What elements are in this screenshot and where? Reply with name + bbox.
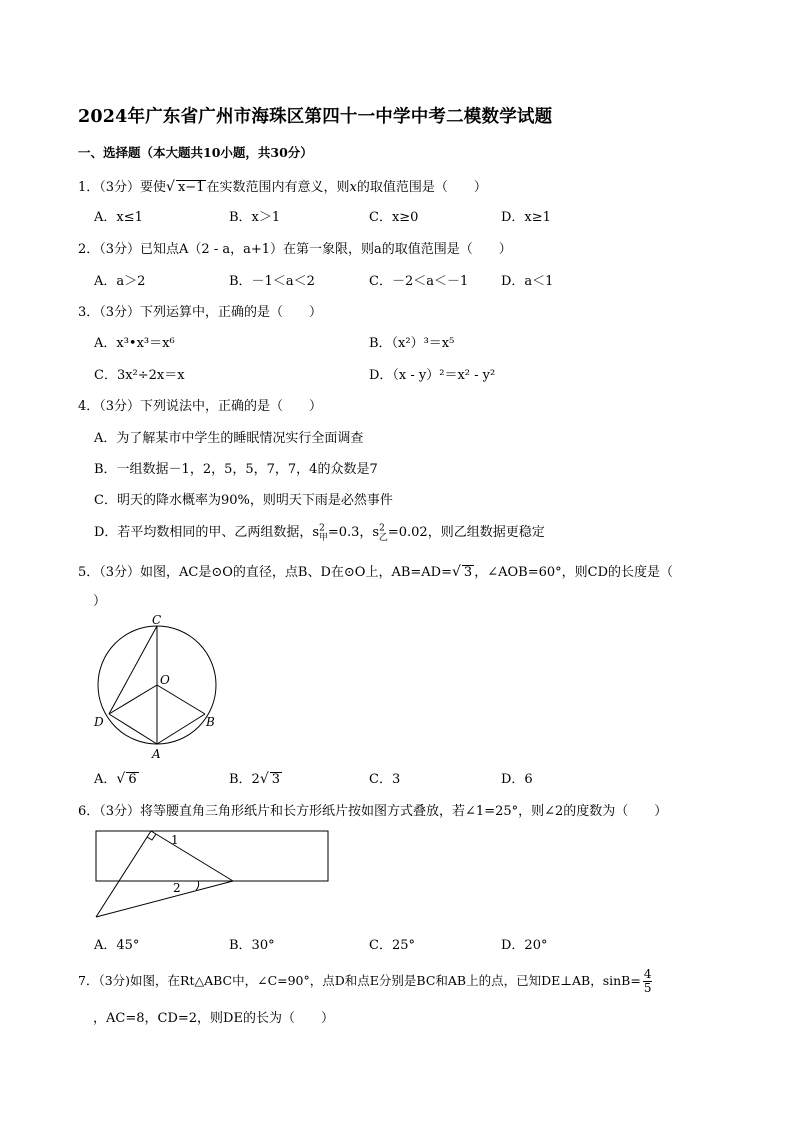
q4d-prefix: D．若平均数相同的甲、乙两组数据，s <box>94 525 320 540</box>
question-1 <box>78 176 487 195</box>
q3-option-d: D．（x - y）²＝x² - y² <box>369 368 496 383</box>
q5-option-a <box>94 768 139 787</box>
label-c: C <box>152 613 162 627</box>
radical-sign: √ <box>452 564 461 580</box>
question-2: 2．（3分）已知点A（2 - a，a+1）在第一象限，则a的取值范围是（ ） <box>78 242 512 257</box>
q7-line1: 7．（3分)如图，在Rt△ABC中，∠C=90°，点D和点E分别是BC和AB上的点，已知DE⊥AB，sinB= <box>78 973 641 988</box>
q4d-sub-jia: 甲 <box>318 532 328 543</box>
q4d-end: =0.02，则乙组数据更稳定 <box>387 525 545 540</box>
q5-radicand: 3 <box>463 565 473 580</box>
q1-prefix: 1．（3分）要使 <box>78 180 167 195</box>
q5-prefix: 5．（3分）如图，AC是⊙O的直径，点B、D在⊙O上，AB=AD= <box>78 565 452 580</box>
q1-option-a: A．x≤1 <box>94 210 143 225</box>
label-d: D <box>94 715 104 729</box>
circle-figure <box>88 610 228 762</box>
q7-continuation: ，AC=8，CD=2，则DE的长为（ ） <box>93 1011 334 1026</box>
label-o: O <box>160 673 170 687</box>
q5b-prefix: B．2 <box>229 772 260 787</box>
q5a-prefix: A． <box>94 772 117 787</box>
q1-option-d: D．x≥1 <box>501 210 551 225</box>
question-5 <box>78 561 673 580</box>
triangle-rectangle-figure <box>88 824 338 920</box>
q2-option-a: A．a＞2 <box>94 274 146 289</box>
question-6: 6．（3分）将等腰直角三角形纸片和长方形纸片按如图方式叠放，若∠1=25°，则∠2的度数为（ ） <box>78 804 668 819</box>
q2-option-b: B．－1＜a＜2 <box>229 274 315 289</box>
section-heading: 一、选择题（本大题共10小题，共30分） <box>78 145 313 160</box>
question-7 <box>78 968 652 995</box>
q5-option-b <box>229 768 282 787</box>
q4-option-a: A．为了解某市中学生的睡眠情况实行全面调查 <box>94 431 364 446</box>
q5-option-d: D．6 <box>501 772 533 787</box>
q1-var: x <box>349 180 357 195</box>
radical-sign: √ <box>259 771 269 787</box>
q3-option-b: B．（x²）³＝x⁵ <box>369 336 455 351</box>
question-4: 4．（3分）下列说法中，正确的是（ ） <box>78 399 323 414</box>
label-a: A <box>152 747 161 761</box>
q3-option-c: C．3x²÷2x＝x <box>94 368 185 383</box>
q4d-middle: =0.3，s <box>327 525 380 540</box>
angle-2-label: 2 <box>173 881 181 895</box>
q1-end: 的取值范围是（ ） <box>356 180 487 195</box>
q6-option-a: A．45° <box>94 938 140 953</box>
question-3: 3．（3分）下列运算中，正确的是（ ） <box>78 305 323 320</box>
q4-option-b: B．一组数据－1，2，5，5，7，7，4的众数是7 <box>94 462 378 477</box>
q1-radicand: x−1 <box>177 180 205 195</box>
q2-option-c: C．－2＜a＜－1 <box>369 274 469 289</box>
q5-suffix: ，∠AOB=60°，则CD的长度是（ <box>474 565 673 580</box>
q4-option-d: D．若平均数相同的甲、乙两组数据，$s^2_甲=0.3$，$s^2_乙=0.02$，则乙组数据更稳定 <box>94 523 545 543</box>
q1-option-c: C．x≥0 <box>369 210 419 225</box>
q5-continuation: ） <box>93 594 107 609</box>
q1-middle: 在实数范围内有意义，则 <box>206 180 350 195</box>
radical-sign: √ <box>116 771 126 787</box>
q1-option-b: B．x＞1 <box>229 210 281 225</box>
q5b-radicand: 3 <box>271 772 281 787</box>
q6-option-b: B．30° <box>229 938 275 953</box>
q7-fraction <box>643 968 653 995</box>
page-title: 2024年广东省广州市海珠区第四十一中学中考二模数学试题 <box>78 107 553 127</box>
q6-option-d: D．20° <box>501 938 548 953</box>
q7-frac-den: 5 <box>643 981 652 995</box>
q7-frac-num: 4 <box>643 967 652 981</box>
q5a-radicand: 6 <box>128 772 137 787</box>
q4-option-c: C．明天的降水概率为90%，则明天下雨是必然事件 <box>94 493 393 508</box>
q5-option-c: C．3 <box>369 772 401 787</box>
q6-option-c: C．25° <box>369 938 415 953</box>
q2-option-d: D．a＜1 <box>501 274 554 289</box>
radical-sign: √ <box>166 179 175 195</box>
angle-1-label: 1 <box>171 833 179 847</box>
q4d-sub-yi: 乙 <box>378 532 388 543</box>
q3-option-a: A．x³•x³＝x⁶ <box>94 336 175 351</box>
label-b: B <box>206 715 215 729</box>
